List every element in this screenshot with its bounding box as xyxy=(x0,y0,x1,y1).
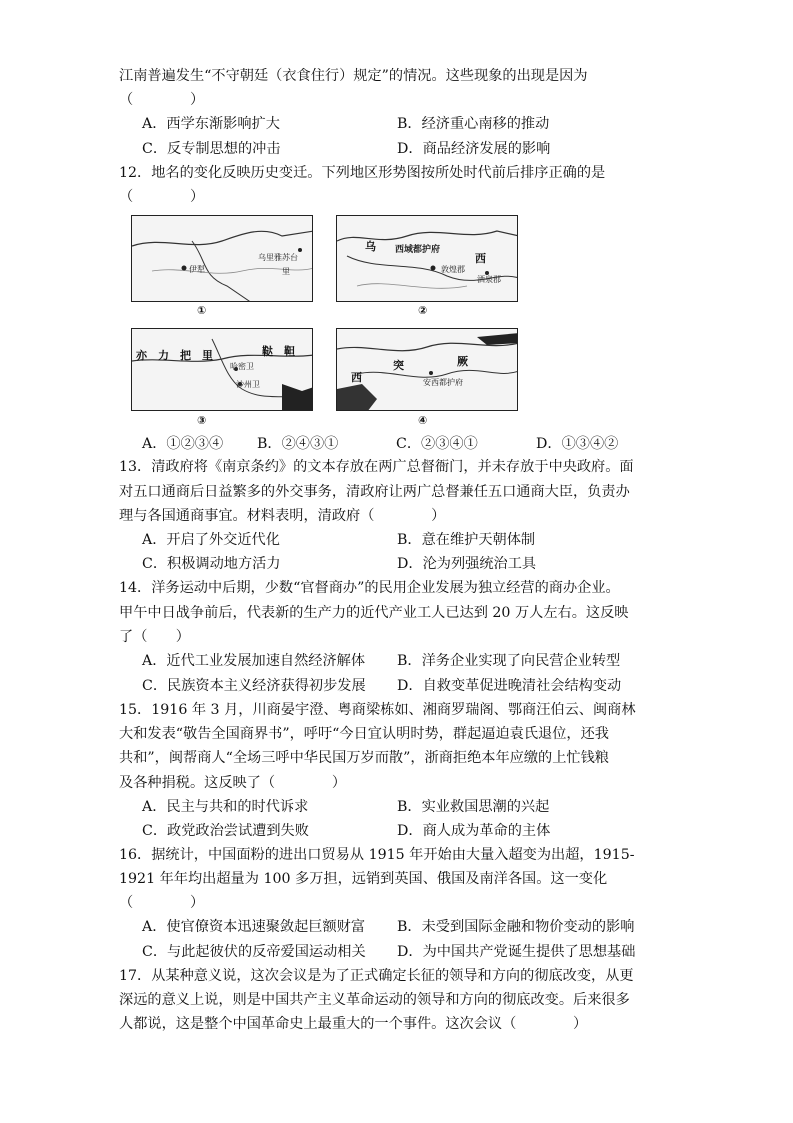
map-4-label-tu: 突 xyxy=(393,359,404,372)
q15-option-d: D．商人成为革命的主体 xyxy=(397,823,551,839)
q14-stem-line3: 了（ ） xyxy=(119,629,190,645)
map-3-drawing xyxy=(132,329,313,411)
q15-option-c: C．政党政治尝试遭到失败 xyxy=(142,823,309,839)
q16-stem-line2: 1921 年年均出超量为 100 多万担，远销到英国、俄国及南洋各国。这一变化 xyxy=(119,871,608,887)
map-3-label-hami: 哈密卫 xyxy=(230,362,254,371)
map-3 xyxy=(131,328,313,411)
q13-option-d: D．沦为列强统治工具 xyxy=(397,556,537,572)
map-2-label-wu: 乌 xyxy=(365,240,376,253)
q15-stem-line2: 大和发表“敬告全国商界书”，呼吁“今日宜认明时势，群起逼迫袁氏退位，还我 xyxy=(119,726,609,742)
map-3-label-yilibali: 亦 力 把 里 xyxy=(136,349,213,362)
q13-option-c: C．积极调动地方活力 xyxy=(142,556,281,572)
q16-option-a: A．使官僚资本迅速聚敛起巨额财富 xyxy=(142,919,366,935)
q11-option-d: D．商品经济发展的影响 xyxy=(397,141,551,157)
q14-option-a: A．近代工业发展加速自然经济解体 xyxy=(142,653,366,669)
map-4 xyxy=(336,328,518,411)
map-2-label-jiuquan: 酒泉郡 xyxy=(477,275,501,284)
q17-stem-line2: 深远的意义上说，则是中国共产主义革命运动的领导和方向的彻底改变。后来很多 xyxy=(119,992,630,1008)
q17-stem-line3: 人都说，这是整个中国革命史上最重大的一个事件。这次会议（ ） xyxy=(119,1016,588,1032)
q12-stem-line1: 12．地名的变化反映历史变迁。下列地区形势图按所处时代前后排序正确的是 xyxy=(119,165,606,181)
q15-stem-line3: 共和”，闽帮商人“全场三呼中华民国万岁而散”，浙商拒绝本年应缴的上忙钱粮 xyxy=(119,750,609,766)
q13-stem-line3: 理与各国通商事宜。材料表明，清政府（ ） xyxy=(119,508,446,524)
q15-stem-line4: 及各种捐税。这反映了（ ） xyxy=(119,775,347,791)
q16-option-b: B．未受到国际金融和物价变动的影响 xyxy=(397,919,635,935)
q12-option-d: D．①③④② xyxy=(536,436,619,452)
map-4-label-xi: 西 xyxy=(351,371,362,384)
q14-option-d: D．自救变革促进晚清社会结构变动 xyxy=(397,678,622,694)
q12-option-b: B．②④③① xyxy=(257,436,339,452)
map-4-label-anxi: 安西都护府 xyxy=(423,378,463,387)
q13-option-a: A．开启了外交近代化 xyxy=(142,532,280,548)
map-2-number: ② xyxy=(418,304,428,317)
q12-option-a: A．①②③④ xyxy=(142,436,224,452)
q11-option-c: C．反专制思想的冲击 xyxy=(142,141,281,157)
map-3-number: ③ xyxy=(197,414,207,427)
map-4-number: ④ xyxy=(418,414,428,427)
q15-stem-line1: 15．1916 年 3 月，川商晏宇澄、粤商梁栋如、湘商罗瑞阁、鄂商汪伯云、闽商林 xyxy=(119,702,636,718)
map-1 xyxy=(131,215,313,302)
map-1-number: ① xyxy=(197,304,207,317)
map-4-label-jue: 厥 xyxy=(457,355,468,368)
q14-stem-line2: 甲午中日战争前后，代表新的生产力的近代产业工人已达到 20 万人左右。这反映 xyxy=(119,605,629,621)
q12-answer-blank: （ ） xyxy=(119,189,205,205)
map-1-label-uliastai: 乌里雅苏台 xyxy=(258,253,298,262)
map-2 xyxy=(336,215,518,302)
q16-option-d: D．为中国共产党诞生提供了思想基础 xyxy=(397,944,636,960)
q13-option-b: B．意在维护天朝体制 xyxy=(397,532,536,548)
q14-option-b: B．洋务企业实现了向民营企业转型 xyxy=(397,653,621,669)
q11-option-a: A．西学东渐影响扩大 xyxy=(142,116,280,132)
q16-option-c: C．与此起彼伏的反帝爱国运动相关 xyxy=(142,944,366,960)
q11-stem-line1: 江南普遍发生“不守朝廷（衣食住行）规定”的情况。这些现象的出现是因为 xyxy=(119,68,588,84)
q17-stem-line1: 17．从某种意义说，这次会议是为了正式确定长征的领导和方向的彻底改变，从更 xyxy=(119,968,634,984)
map-3-label-dada: 鞑 靼 xyxy=(262,345,295,358)
q11-answer-blank: （ ） xyxy=(119,92,205,108)
q15-option-b: B．实业救国思潮的兴起 xyxy=(397,799,550,815)
q16-stem-line1: 16．据统计，中国面粉的进出口贸易从 1915 年开始由大量入超变为出超，1915- xyxy=(119,847,635,863)
map-4-drawing xyxy=(337,329,518,411)
q15-option-a: A．民主与共和的时代诉求 xyxy=(142,799,309,815)
q13-stem-line1: 13．清政府将《南京条约》的文本存放在两广总督衙门，并未存放于中央政府。面 xyxy=(119,459,634,475)
q11-option-b: B．经济重心南移的推动 xyxy=(397,116,550,132)
q16-answer-blank: （ ） xyxy=(119,895,205,911)
map-1-label-li: 里 xyxy=(282,267,290,276)
q14-option-c: C．民族资本主义经济获得初步发展 xyxy=(142,678,366,694)
map-2-label-dunhuang: 敦煌郡 xyxy=(441,265,465,274)
map-3-label-shazhou: 沙州卫 xyxy=(236,380,260,389)
map-2-label-xiyu: 西域都护府 xyxy=(395,245,441,255)
map-2-label-xi: 西 xyxy=(475,252,486,265)
map-1-label-ili: 伊犁 xyxy=(189,265,205,274)
map-2-drawing xyxy=(337,216,518,302)
q13-stem-line2: 对五口通商后日益繁多的外交事务，清政府让两广总督兼任五口通商大臣，负责办 xyxy=(119,484,630,500)
q12-option-c: C．②③④① xyxy=(396,436,478,452)
q14-stem-line1: 14．洋务运动中后期，少数“官督商办”的民用企业发展为独立经营的商办企业。 xyxy=(119,580,620,596)
